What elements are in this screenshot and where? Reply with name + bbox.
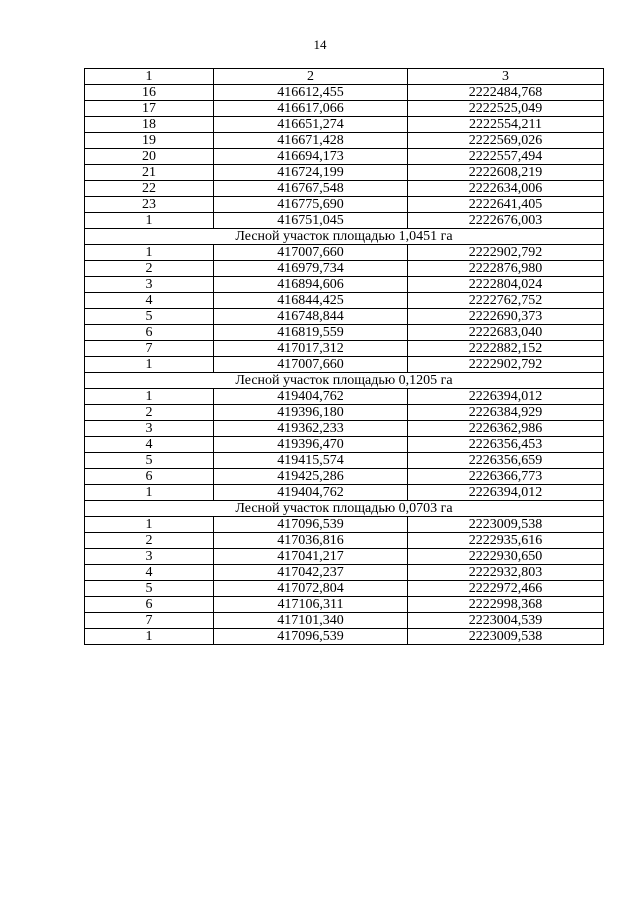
y-coordinate-cell: 2222902,792 (408, 357, 604, 373)
y-coordinate-cell: 2222569,026 (408, 133, 604, 149)
y-coordinate-cell: 2222557,494 (408, 149, 604, 165)
point-number-cell: 4 (85, 293, 214, 309)
x-coordinate-cell: 416979,734 (214, 261, 408, 277)
y-coordinate-cell: 2223004,539 (408, 613, 604, 629)
point-number-cell: 1 (85, 517, 214, 533)
y-coordinate-cell: 2222882,152 (408, 341, 604, 357)
y-coordinate-cell: 2222932,803 (408, 565, 604, 581)
header-cell-1: 1 (85, 69, 214, 85)
x-coordinate-cell: 417036,816 (214, 533, 408, 549)
x-coordinate-cell: 419396,470 (214, 437, 408, 453)
x-coordinate-cell: 417096,539 (214, 629, 408, 645)
point-number-cell: 6 (85, 469, 214, 485)
point-number-cell: 21 (85, 165, 214, 181)
point-number-cell: 7 (85, 341, 214, 357)
table-header-row (85, 69, 604, 85)
point-number-cell: 6 (85, 597, 214, 613)
y-coordinate-cell: 2222876,980 (408, 261, 604, 277)
header-cell-3: 3 (408, 69, 604, 85)
table-row (85, 565, 604, 581)
point-number-cell: 4 (85, 565, 214, 581)
point-number-cell: 2 (85, 405, 214, 421)
point-number-cell: 6 (85, 325, 214, 341)
x-coordinate-cell: 419404,762 (214, 389, 408, 405)
x-coordinate-cell: 417072,804 (214, 581, 408, 597)
table-row (85, 485, 604, 501)
table-row (85, 629, 604, 645)
x-coordinate-cell: 419404,762 (214, 485, 408, 501)
point-number-cell: 3 (85, 549, 214, 565)
y-coordinate-cell: 2222676,003 (408, 213, 604, 229)
y-coordinate-cell: 2222762,752 (408, 293, 604, 309)
y-coordinate-cell: 2222804,024 (408, 277, 604, 293)
point-number-cell: 5 (85, 309, 214, 325)
y-coordinate-cell: 2226394,012 (408, 389, 604, 405)
table-row (85, 277, 604, 293)
table-row (85, 101, 604, 117)
y-coordinate-cell: 2223009,538 (408, 517, 604, 533)
x-coordinate-cell: 417041,217 (214, 549, 408, 565)
point-number-cell: 23 (85, 197, 214, 213)
point-number-cell: 1 (85, 245, 214, 261)
point-number-cell: 4 (85, 437, 214, 453)
table-row (85, 85, 604, 101)
y-coordinate-cell: 2226356,453 (408, 437, 604, 453)
section-title-row (85, 501, 604, 517)
x-coordinate-cell: 416671,428 (214, 133, 408, 149)
y-coordinate-cell: 2226384,929 (408, 405, 604, 421)
y-coordinate-cell: 2222972,466 (408, 581, 604, 597)
point-number-cell: 2 (85, 533, 214, 549)
y-coordinate-cell: 2222641,405 (408, 197, 604, 213)
point-number-cell: 1 (85, 485, 214, 501)
table-row (85, 405, 604, 421)
x-coordinate-cell: 416767,548 (214, 181, 408, 197)
x-coordinate-cell: 416844,425 (214, 293, 408, 309)
x-coordinate-cell: 416617,066 (214, 101, 408, 117)
x-coordinate-cell: 417007,660 (214, 245, 408, 261)
x-coordinate-cell: 416819,559 (214, 325, 408, 341)
point-number-cell: 17 (85, 101, 214, 117)
x-coordinate-cell: 417042,237 (214, 565, 408, 581)
table-row (85, 293, 604, 309)
table-row (85, 165, 604, 181)
y-coordinate-cell: 2222634,006 (408, 181, 604, 197)
table-row (85, 117, 604, 133)
x-coordinate-cell: 419425,286 (214, 469, 408, 485)
x-coordinate-cell: 419415,574 (214, 453, 408, 469)
page-number: 14 (313, 37, 327, 52)
point-number-cell: 16 (85, 85, 214, 101)
table-row (85, 133, 604, 149)
section-title-row (85, 373, 604, 389)
table-row (85, 181, 604, 197)
y-coordinate-cell: 2222525,049 (408, 101, 604, 117)
header-cell-2: 2 (214, 69, 408, 85)
point-number-cell: 1 (85, 389, 214, 405)
table-row (85, 245, 604, 261)
x-coordinate-cell: 417007,660 (214, 357, 408, 373)
table-row (85, 597, 604, 613)
table-row (85, 325, 604, 341)
coordinates-table-body (85, 69, 604, 645)
x-coordinate-cell: 417101,340 (214, 613, 408, 629)
table-row (85, 581, 604, 597)
section-title: Лесной участок площадью 0,1205 га (85, 373, 604, 389)
table-row (85, 197, 604, 213)
table-row (85, 453, 604, 469)
y-coordinate-cell: 2222484,768 (408, 85, 604, 101)
table-row (85, 437, 604, 453)
y-coordinate-cell: 2222930,650 (408, 549, 604, 565)
point-number-cell: 1 (85, 629, 214, 645)
point-number-cell: 18 (85, 117, 214, 133)
table-row (85, 549, 604, 565)
y-coordinate-cell: 2226366,773 (408, 469, 604, 485)
point-number-cell: 19 (85, 133, 214, 149)
table-row (85, 517, 604, 533)
point-number-cell: 22 (85, 181, 214, 197)
x-coordinate-cell: 416651,274 (214, 117, 408, 133)
y-coordinate-cell: 2222608,219 (408, 165, 604, 181)
table-row (85, 469, 604, 485)
y-coordinate-cell: 2222998,368 (408, 597, 604, 613)
y-coordinate-cell: 2222690,373 (408, 309, 604, 325)
point-number-cell: 5 (85, 453, 214, 469)
table-row (85, 261, 604, 277)
x-coordinate-cell: 416894,606 (214, 277, 408, 293)
y-coordinate-cell: 2222902,792 (408, 245, 604, 261)
x-coordinate-cell: 417017,312 (214, 341, 408, 357)
section-title: Лесной участок площадью 0,0703 га (85, 501, 604, 517)
point-number-cell: 1 (85, 213, 214, 229)
x-coordinate-cell: 416748,844 (214, 309, 408, 325)
y-coordinate-cell: 2226356,659 (408, 453, 604, 469)
x-coordinate-cell: 416751,045 (214, 213, 408, 229)
table-row (85, 533, 604, 549)
point-number-cell: 20 (85, 149, 214, 165)
coordinates-table (84, 68, 604, 645)
x-coordinate-cell: 416724,199 (214, 165, 408, 181)
table-row (85, 341, 604, 357)
y-coordinate-cell: 2226362,986 (408, 421, 604, 437)
x-coordinate-cell: 417096,539 (214, 517, 408, 533)
point-number-cell: 5 (85, 581, 214, 597)
y-coordinate-cell: 2223009,538 (408, 629, 604, 645)
x-coordinate-cell: 419362,233 (214, 421, 408, 437)
table-row (85, 389, 604, 405)
table-row (85, 357, 604, 373)
point-number-cell: 7 (85, 613, 214, 629)
section-title-row (85, 229, 604, 245)
x-coordinate-cell: 416775,690 (214, 197, 408, 213)
y-coordinate-cell: 2222554,211 (408, 117, 604, 133)
section-title: Лесной участок площадью 1,0451 га (85, 229, 604, 245)
x-coordinate-cell: 416694,173 (214, 149, 408, 165)
table-row (85, 213, 604, 229)
point-number-cell: 2 (85, 261, 214, 277)
point-number-cell: 3 (85, 277, 214, 293)
table-row (85, 309, 604, 325)
table-row (85, 421, 604, 437)
point-number-cell: 1 (85, 357, 214, 373)
x-coordinate-cell: 417106,311 (214, 597, 408, 613)
table-row (85, 149, 604, 165)
x-coordinate-cell: 416612,455 (214, 85, 408, 101)
y-coordinate-cell: 2226394,012 (408, 485, 604, 501)
y-coordinate-cell: 2222683,040 (408, 325, 604, 341)
table-row (85, 613, 604, 629)
x-coordinate-cell: 419396,180 (214, 405, 408, 421)
y-coordinate-cell: 2222935,616 (408, 533, 604, 549)
point-number-cell: 3 (85, 421, 214, 437)
